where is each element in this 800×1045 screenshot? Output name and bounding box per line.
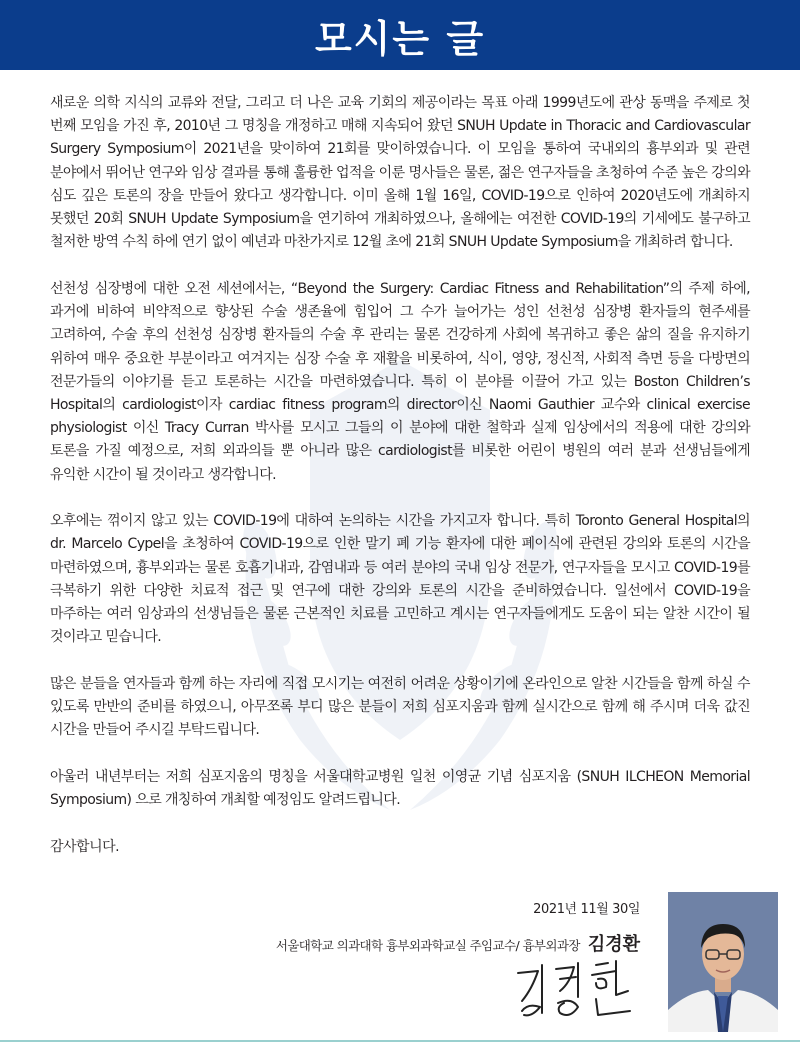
signature-block (160, 900, 640, 956)
paragraph: 오후에는 꺾이지 않고 있는 COVID-19에 대하여 논의하는 시간을 가지고자 합니다. 특히 Toronto General Hospital의 dr. Marcelo Cypel을 초청하여 COVID-19으로 인한 말기 폐 기능 환자에 대한 폐이식에 관련된 강의와 토론의 시간을 마련하였으며, 흉부외과는 물론 호흡기내과, 감염내과 등 여러 분야의 국내 임상 전문가, 연구자들을 모시고 COVID-19를 극복하기 위한 다양한 치료적 접근 및 연구에 대한 강의와 토론의 시간을 준비하였습니다. 일선에서 COVID-19을 마주하는 여러 임상과의 선생님들은 물론 근본적인 치료를 고민하고 계시는 연구자들에게도 도움이 되는 알찬 시간이 될 것이라고 믿습니다. (50, 513, 750, 646)
page-header (0, 0, 800, 70)
signature-line (160, 930, 640, 956)
author-photo (668, 892, 778, 1032)
signature-title: 서울대학교 의과대학 흉부외과학교실 주임교수/ 흉부외과장 (275, 938, 580, 953)
paragraph: 선천성 심장병에 대한 오전 세션에서는, “Beyond the Surgery: Cardiac Fitness and Rehabilitation”의 주제 하에, 과거에 비하여 비약적으로 향상된 수술 생존율에 힘입어 그 수가 늘어가는 성인 선천성 심장병 환자들의 현주세를 고려하여, 수술 후의 선천성 심장병 환자들의 수술 후 관리는 물론 건강하게 사회에 복귀하고 좋은 삶의 질을 유지하기 위하여 매우 중요한 부분이라고 여겨지는 심장 수술 후 재활을 비롯하여, 식이, 영양, 정신적, 사회적 측면 등을 다방면의 전문가들의 이야기를 듣고 토론하는 시간을 마련하였습니다. 특히 이 분야를 이끌어 가고 있는 Boston Children’s Hospital의 cardiologist이자 cardiac fitness program의 director이신 Naomi Gauthier 교수와 clinical exercise physiologist 이신 Tracy Curran 박사를 모시고 그들의 이 분야에 대한 철학과 실제 임상에서의 적용에 대한 강의와 토론을 가질 예정으로, 저희 외과의들 뿐 아니라 많은 cardiologist를 비롯한 어린이 병원의 여러 분과 선생님들에게 유익한 시간이 될 것이라고 생각합니다. (50, 280, 750, 483)
handwritten-signature (512, 955, 642, 1025)
signature-name: 김경환 (587, 934, 640, 955)
paragraph: 많은 분들을 연자들과 함께 하는 자리에 직접 모시기는 여전히 어려운 상황이기에 온라인으로 알찬 시간들을 함께 하실 수 있도록 만반의 준비를 하였으니, 아무쪼록 부디 많은 분들이 저희 심포지움과 함께 실시간으로 함께 해 주시며 더욱 값진 시간을 만들어 주시길 부탁드립니다. (50, 675, 750, 739)
paragraph: 아울러 내년부터는 저희 심포지움의 명칭을 서울대학교병원 일천 이영균 기념 심포지움 (SNUH ILCHEON Memorial Symposium) 으로 개칭하여 개최할 예정임도 알려드립니다. (50, 769, 750, 809)
signature-date: 2021년 11월 30일 (533, 902, 640, 917)
paragraph: 새로운 의학 지식의 교류와 전달, 그리고 더 나은 교육 기회의 제공이라는 목표 아래 1999년도에 관상 동맥을 주제로 첫 번째 모임을 가진 후, 2010년 그 명칭을 개정하고 매해 지속되어 왔던 SNUH Update in Thoracic and Cardiovascular Surgery Symposium이 2021년을 맞이하여 21회를 맞이하였습니다. 이 모임을 통하여 국내외의 흉부외과 및 관련 분야에서 뛰어난 연구와 임상 결과를 통해 훌륭한 업적을 이룬 명사들은 물론, 젊은 연구자들을 초청하여 수준 높은 강의와 심도 깊은 토론의 장을 만들어 왔다고 생각합니다. 이미 올해 1월 16일, COVID-19으로 인하여 2020년도에 개최하지 못했던 20회 SNUH Update Symposium을 연기하여 개최하였으나, 올해에는 여전한 COVID-19의 기세에도 불구하고 철저한 방역 수칙 하에 연기 없이 예년과 마찬가지로 12월 초에 21회 SNUH Update Symposium을 개최하려 합니다. (50, 95, 750, 251)
page-title: 모시는 글 (314, 16, 486, 61)
closing-text: 감사합니다. (50, 838, 120, 855)
bottom-divider (0, 1040, 800, 1042)
letter-body (50, 92, 750, 859)
